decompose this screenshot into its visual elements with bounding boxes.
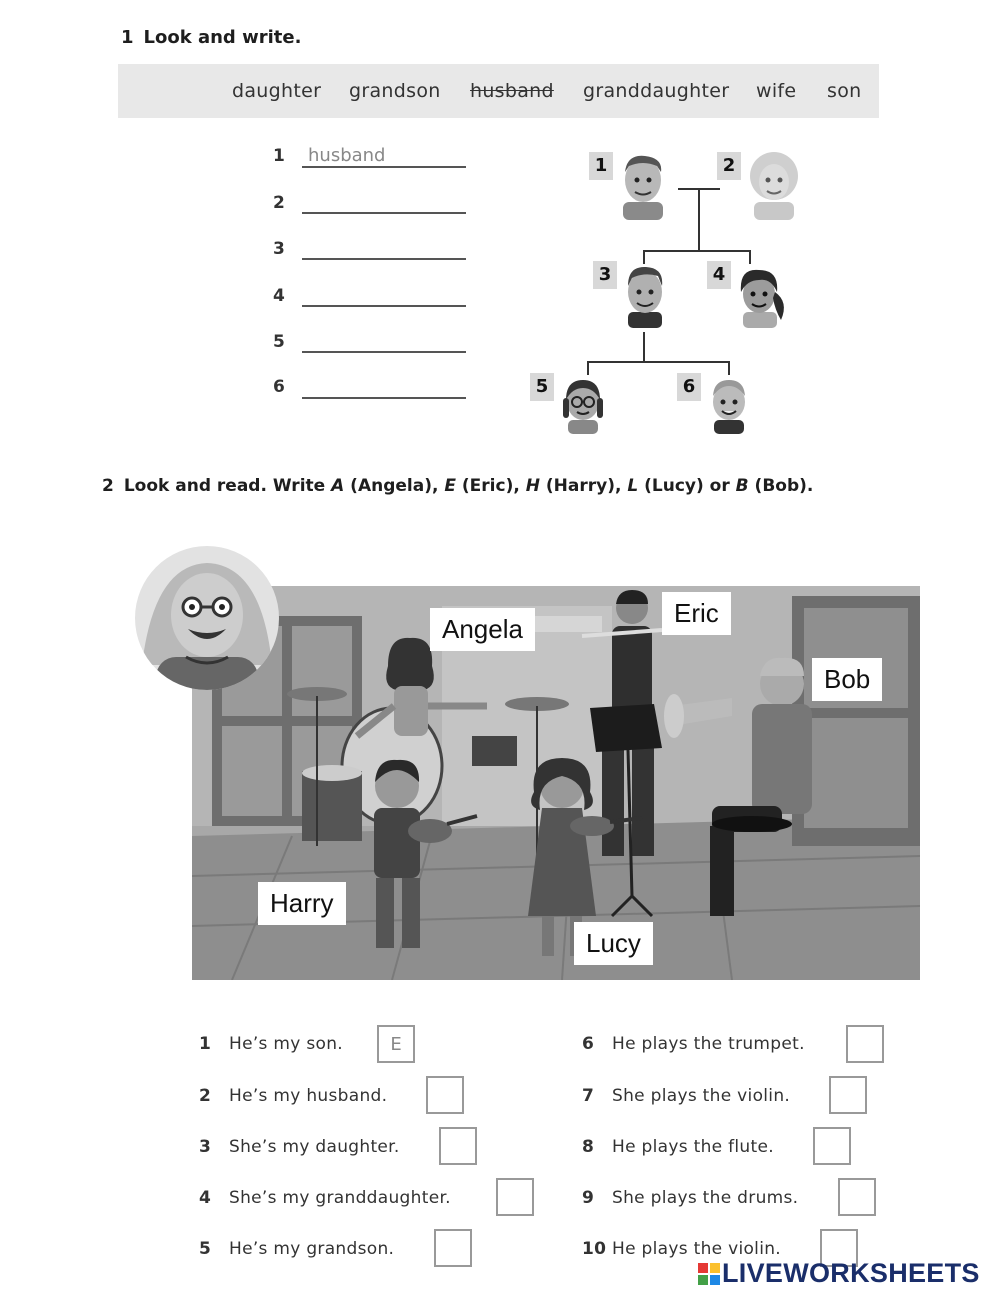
answer-input-q5[interactable] [436, 1231, 470, 1265]
word-bank [118, 64, 879, 118]
word-bank-item-grandson: grandson [349, 80, 441, 102]
answer-input-2[interactable] [302, 190, 466, 212]
tree-label: 2 [717, 152, 741, 180]
tree-connector [728, 361, 730, 375]
answer-line [302, 375, 466, 399]
answer-box-4 [496, 1178, 534, 1216]
answer-input-3[interactable] [302, 236, 466, 258]
answer-input-5[interactable] [302, 329, 466, 351]
word-bank-item-wife: wife [756, 80, 797, 102]
answer-number: 5 [273, 332, 285, 352]
answer-line [302, 329, 466, 353]
answer-input-q3[interactable] [441, 1129, 475, 1163]
family-band-illustration [192, 586, 920, 980]
answer-box-3 [439, 1127, 477, 1165]
answer-number: 4 [273, 286, 285, 306]
answer-box-1 [377, 1025, 415, 1063]
exercise-1-heading [121, 27, 301, 48]
answer-line [302, 283, 466, 307]
answer-number: 1 [273, 146, 285, 166]
answer-input-q6[interactable] [848, 1027, 882, 1061]
question-item: 6 He plays the trumpet. [582, 1034, 805, 1054]
answer-input-q9[interactable] [840, 1180, 874, 1214]
question-item: 2 He’s my husband. [199, 1086, 388, 1106]
answer-number: 3 [273, 239, 285, 259]
father-portrait [620, 262, 670, 328]
question-item: 10 He plays the violin. [582, 1239, 782, 1259]
name-label-lucy: Lucy [574, 922, 653, 965]
question-item: 7 She plays the violin. [582, 1086, 791, 1106]
word-bank-item-husband: husband [470, 80, 554, 102]
word-bank-item-son: son [827, 80, 862, 102]
grandmother-portrait [748, 150, 800, 220]
exercise-2-instruction: Look and read. Write A (Angela), E (Eric), H (Harry), L (Lucy) or B (Bob). [123, 476, 814, 496]
exercise-2-number: 2 [102, 476, 114, 496]
answer-box-5 [434, 1229, 472, 1267]
mother-portrait [735, 262, 789, 328]
answer-input-6[interactable] [302, 375, 466, 397]
logo-text: LIVEWORKSHEETS [722, 1258, 980, 1288]
answer-number: 2 [273, 193, 285, 213]
exercise-2-heading [102, 476, 813, 496]
answer-input-q7[interactable] [831, 1078, 865, 1112]
name-label-angela: Angela [430, 608, 535, 651]
tree-connector [587, 361, 589, 375]
tree-label: 4 [707, 261, 731, 289]
liveworksheets-logo [698, 1258, 980, 1289]
tree-connector [643, 250, 750, 252]
answer-input-q2[interactable] [428, 1078, 462, 1112]
tree-label: 3 [593, 261, 617, 289]
answer-box-2 [426, 1076, 464, 1114]
tree-connector [698, 188, 700, 251]
grandmother-speaker-portrait [134, 545, 280, 691]
name-label-bob: Bob [812, 658, 882, 701]
answer-box-9 [838, 1178, 876, 1216]
tree-connector [643, 332, 645, 362]
answer-input-4[interactable] [302, 283, 466, 305]
answer-input-q8[interactable] [815, 1129, 849, 1163]
answer-number: 6 [273, 377, 285, 397]
grandfather-portrait [617, 150, 669, 220]
tree-label: 1 [589, 152, 613, 180]
question-item: 9 She plays the drums. [582, 1188, 799, 1208]
grandson-portrait [706, 374, 752, 434]
word-bank-item-granddaughter: granddaughter [583, 80, 730, 102]
tree-label: 6 [677, 373, 701, 401]
answer-input-q1[interactable] [379, 1027, 413, 1061]
tree-connector [587, 361, 729, 363]
granddaughter-portrait [560, 374, 606, 434]
answer-box-8 [813, 1127, 851, 1165]
answer-line [302, 144, 466, 168]
question-item: 1 He’s my son. [199, 1034, 343, 1054]
exercise-1-number: 1 [121, 27, 134, 48]
answer-line [302, 236, 466, 260]
question-item: 4 She’s my granddaughter. [199, 1188, 451, 1208]
logo-mark-icon [698, 1261, 720, 1283]
name-label-eric: Eric [662, 592, 731, 635]
question-item: 3 She’s my daughter. [199, 1137, 400, 1157]
question-item: 5 He’s my grandson. [199, 1239, 395, 1259]
answer-line [302, 190, 466, 214]
question-item: 8 He plays the flute. [582, 1137, 774, 1157]
answer-box-6 [846, 1025, 884, 1063]
word-bank-item-daughter: daughter [232, 80, 322, 102]
answer-box-7 [829, 1076, 867, 1114]
exercise-1-title: Look and write. [143, 27, 302, 48]
tree-label: 5 [530, 373, 554, 401]
answer-input-1[interactable] [302, 144, 466, 166]
name-label-harry: Harry [258, 882, 346, 925]
answer-input-q4[interactable] [498, 1180, 532, 1214]
